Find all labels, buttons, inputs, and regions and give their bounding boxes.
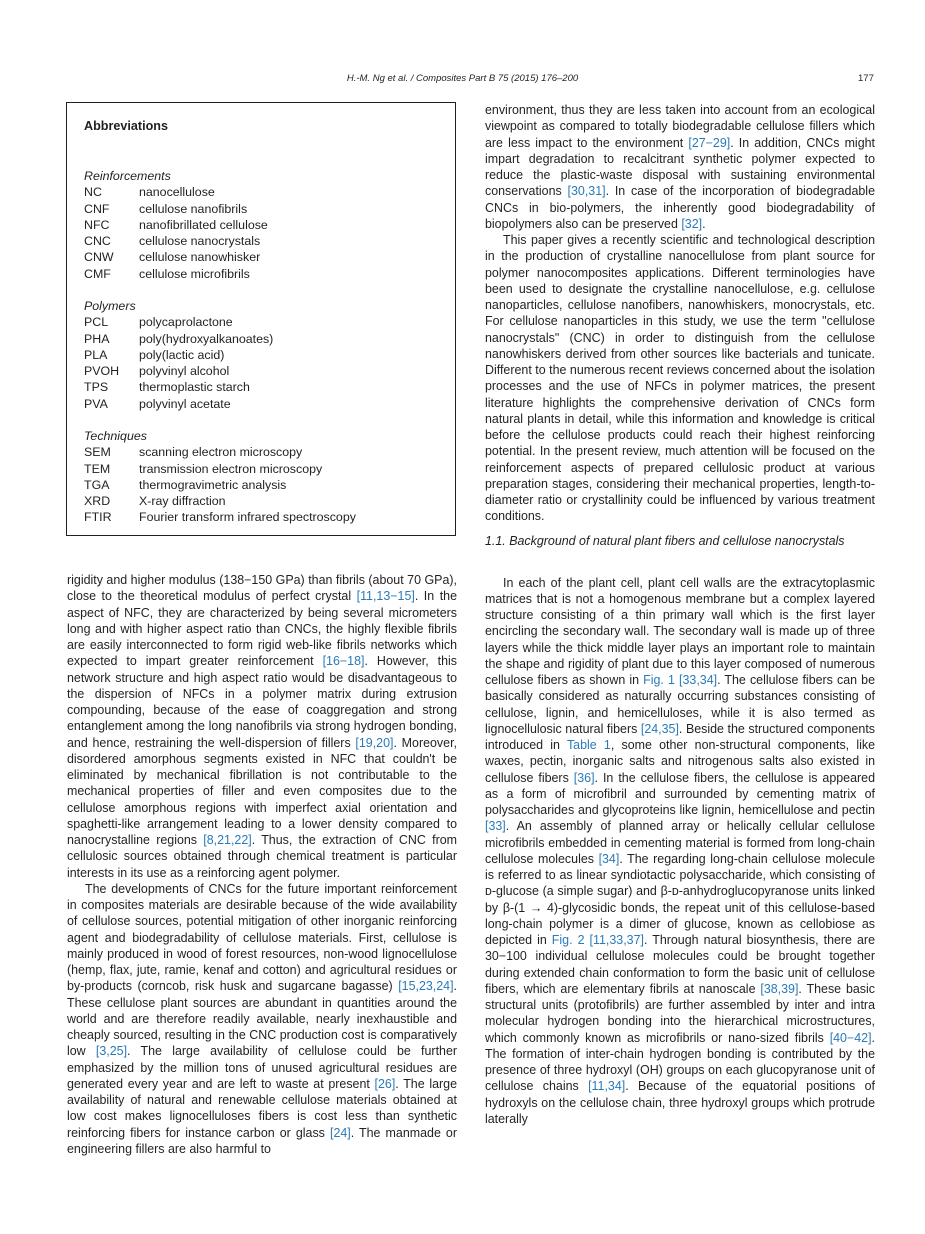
abbreviation-key: CNC (84, 234, 111, 249)
body-text: . Because of the equatorial positions of hydroxyls on the cellulose chain, three hydroxyl groups which protrude laterally (485, 1079, 875, 1126)
citation-link[interactable]: [40−42] (829, 1030, 872, 1045)
abbreviation-value: nanocellulose (139, 185, 215, 200)
citation-link[interactable]: [27−29] (688, 135, 731, 150)
abbreviation-row (84, 266, 444, 282)
citation-link[interactable]: [16−18] (322, 654, 365, 669)
abbreviation-row (84, 444, 444, 460)
abbreviation-group-title: Reinforcements (84, 169, 171, 183)
abbreviation-group-title: Techniques (84, 429, 147, 443)
body-text: rigidity and higher modulus (138−150 GPa) than fibrils (about 70 GPa), close to the theoretical modulus of perfect crystal (67, 573, 457, 604)
citation-link[interactable]: [36] (573, 770, 595, 785)
abbreviation-key: PHA (84, 331, 110, 346)
citation-link[interactable]: [30,31] (567, 184, 606, 199)
abbreviation-key: TGA (84, 477, 110, 492)
abbreviation-row (84, 493, 444, 509)
abbreviation-row (84, 396, 444, 412)
abbreviation-key: CNW (84, 250, 114, 265)
abbreviation-value: poly(hydroxyalkanoates) (139, 331, 274, 346)
citation-link[interactable]: [34] (598, 851, 620, 866)
citation-link[interactable]: [19,20] (355, 735, 394, 750)
citation-link[interactable]: [32] (681, 216, 703, 231)
abbreviation-row (84, 461, 444, 477)
body-text: . These cellulose plant sources are abundant in quantities around the world and are therefore readily available, nearly inexhaustible and cheaply sourced, resulting in the CNC production cost is comparatively low (67, 979, 457, 1059)
abbreviation-value: cellulose nanocrystals (139, 234, 261, 249)
body-paragraph (485, 575, 875, 1128)
abbreviation-value: cellulose nanowhisker (139, 250, 261, 265)
citation-link[interactable]: [11,34] (588, 1079, 626, 1094)
citation-link[interactable]: [24] (329, 1125, 351, 1140)
section-heading: 1.1. Background of natural plant fibers and cellulose nanocrystals (485, 533, 845, 548)
citation-link[interactable]: [11,13−15] (356, 589, 415, 604)
abbreviation-value: polyvinyl alcohol (139, 364, 230, 379)
abbreviation-value: transmission electron microscopy (139, 461, 323, 476)
body-text: . The manmade or engineering fillers are also harmful to (67, 1125, 457, 1156)
abbreviation-group (84, 428, 444, 526)
right-column (485, 102, 875, 1127)
abbreviation-key: PLA (84, 347, 108, 362)
abbreviation-key: SEM (84, 445, 111, 460)
left-column (67, 572, 457, 1157)
body-text: environment, thus they are less taken into account from an ecological viewpoint as compared to totally biodegradable cellulose fillers which are less impact to the environment (485, 103, 875, 150)
body-text: This paper gives a recently scientific and technological description in the production of crystalline nanocellulose from plant source for polymer nanocomposites applications. Different terminologies have been used to designate the crystalline nanocellulose, e.g. cellulose nanoparticles, cellulose nanofibers, nanowhiskers, monocrystals, etc. For cellulose nanoparticles in this study, we use the term "cellulose nanocrystals" (CNC) in order to distinguish from the cellulose nanowhiskers derived from other sources like bacterials and tunicate. Different to the numerous recent reviews concerned about the isolation processes and the use of NFCs in polymer matrices, the present literature highlights the comprehensive derivation of CNCs form natural plants in detail, while this information and knowledge is critical before the cellulose products could reach their highest reinforcing potential. In the present review, much attention will be focused on the reinforcement aspects of prepared cellulosic product at various preparation stages, considering their mechanical properties, length-to-diameter ratio or crystallinity could be influenced by various treatment conditions. (485, 233, 875, 524)
citation-link[interactable]: Table 1 (566, 738, 611, 752)
abbreviation-row (84, 331, 444, 347)
body-text: . In the aspect of NFC, they are characterized by being several micrometers long and with higher aspect ratio than CNCs, the highly flexible fibrils are easily interconnected to form rigid web-like fibrils networks which expected to impart greater reinforcement (67, 589, 457, 669)
abbreviation-key: NFC (84, 217, 110, 232)
body-text: . Moreover, disordered amorphous segments existed in NFC that couldn't be eliminated by mechanical fibrillation is not contributable to the mechanical properties of filler and even composites due to the cellulose amorphous regions with imperfect axial orientation and spaghetti-like arrangement leading to a lower density compared to nanocrystalline regions (67, 735, 457, 847)
citation-link[interactable]: [8,21,22] (203, 833, 252, 847)
body-paragraph (485, 102, 875, 232)
citation-link[interactable]: [38,39] (760, 981, 799, 996)
abbreviation-row (84, 233, 444, 249)
abbreviation-value: X-ray diffraction (139, 494, 226, 509)
body-text: , some other non-structural components, like waxes, pectin, inorganic salts and nitrogenous salts also existed in cellulose fibers (485, 738, 875, 785)
abbreviation-value: cellulose microfibrils (139, 266, 250, 281)
abbreviation-value: scanning electron microscopy (139, 445, 303, 460)
abbreviation-key: PVA (84, 396, 108, 411)
abbreviations-box (66, 102, 456, 536)
abbreviation-key: FTIR (84, 510, 112, 525)
body-text: . In the cellulose fibers, the cellulose is appeared as a form of microfibril and surrounded by cementing matrix of polysaccharides and glycoproteins like lignin, hemicellulose and pectin (485, 770, 875, 817)
abbreviation-row (84, 314, 444, 330)
abbreviation-group (84, 298, 444, 412)
abbreviation-group-title: Polymers (84, 299, 136, 313)
body-text: . The formation of inter-chain hydrogen bonding is contributed by the presence of three hydroxyl (OH) groups on each glucopyranose unit of cellulose chains (485, 1030, 875, 1094)
body-text: . The regarding long-chain cellulose molecule is referred to as linear syndiotactic polysaccharide, which consisting of ᴅ-glucose (a simple sugar) and β-ᴅ-anhydroglucopyranose units linked by β-(1 → 4)-glycosidic bonds, the repeat unit of this cellulose-based long-chain polymer is a dimer of glucose, known as cellobiose as depicted in (485, 851, 875, 947)
citation-link[interactable]: [3,25] (95, 1044, 128, 1059)
body-paragraph (67, 572, 457, 881)
body-text: . In case of the incorporation of biodegradable CNCs in bio-polymers, the inherently good biodegradability of biopolymers also can be preserved (485, 184, 875, 231)
body-paragraph (485, 232, 875, 525)
citation-link[interactable]: Fig. 2 [11,33,37] (551, 933, 644, 947)
abbreviation-row (84, 201, 444, 217)
body-text: . Beside the structured components introduced in (485, 721, 875, 752)
body-text: . Thus, the extraction of CNC from cellulosic sources obtained through chemical treatment is particular interests in its use as a reinforcing agent polymer. (67, 833, 457, 880)
body-text: . (702, 216, 706, 231)
abbreviation-value: cellulose nanofibrils (139, 201, 248, 216)
abbreviation-key: TPS (84, 380, 109, 395)
abbreviation-row (84, 249, 444, 265)
body-text: . The large availability of natural and renewable cellulose materials obtained at low cost makes lignocelluloses fibers is cost less than synthetic reinforcing fibers for instance carbon or glass (67, 1076, 457, 1140)
citation-link[interactable]: [26] (374, 1076, 396, 1091)
abbreviation-key: XRD (84, 494, 111, 509)
abbreviation-row (84, 363, 444, 379)
abbreviation-row (84, 509, 444, 525)
citation-link[interactable]: [33] (485, 819, 506, 834)
abbreviation-group (84, 168, 444, 282)
citation-link[interactable]: [24,35] (640, 721, 679, 736)
body-text: . The large availability of cellulose could be further emphasized by the million tons of unused agricultural residues are generated every year and are left to waste at present (67, 1044, 458, 1091)
body-text: . An assembly of planned array or helically cellular cellulose microfibrils embedded in cementing material is formed from long-chain cellulose molecules (485, 819, 875, 866)
body-text: The developments of CNCs for the future important reinforcement in composites materials are desirable because of the wide availability of cellulose sources, potential mitigation of other inorganic reinforcing agent and biodegradability of cellulose materials. First, cellulose is mainly produced in wood of forest resources, non-wood lignocellulose (hemp, flax, jute, ramie, kenaf and cotton) and agricultural residues or by-products (corncob, risk husk and sugarcane bagasse) (67, 881, 457, 994)
abbreviation-row (84, 477, 444, 493)
abbreviation-value: thermoplastic starch (139, 380, 250, 395)
abbreviation-value: Fourier transform infrared spectroscopy (139, 510, 356, 525)
abbreviation-row (84, 379, 444, 395)
body-text: . In addition, CNCs might impart degradation to recalcitrant synthetic polymer expected to reduce the plastic-waste disposal with sustaining environmental conservations (485, 135, 875, 199)
abbreviation-key: PCL (84, 315, 109, 330)
citation-link[interactable]: [15,23,24] (398, 979, 454, 994)
abbreviation-key: NC (84, 185, 102, 200)
abbreviations-title: Abbreviations (84, 119, 168, 133)
abbreviation-key: PVOH (84, 364, 120, 379)
abbreviation-value: poly(lactic acid) (139, 347, 225, 362)
running-head: H.-M. Ng et al. / Composites Part B 75 (2015) 176–200 (346, 73, 579, 84)
body-paragraph (67, 881, 457, 1157)
abbreviation-key: TEM (84, 461, 111, 476)
body-text: . Through natural biosynthesis, there are 30−100 individual cellulose molecules could be brought together during extended chain conformation to form the basic unit of cellulose fibers, which are elementary fibrils at nanoscale (485, 933, 875, 996)
abbreviation-row (84, 347, 444, 363)
abbreviation-value: polycaprolactone (139, 315, 233, 330)
abbreviation-row (84, 217, 444, 233)
abbreviation-row (84, 184, 444, 200)
abbreviation-value: thermogravimetric analysis (139, 477, 287, 492)
body-text: . The cellulose fibers can be basically considered as naturally occurring substances consisting of cellulose, lignin, and hemicelluloses, while it is also termed as lignocellulosic natural fibers (485, 673, 876, 736)
citation-link[interactable]: Fig. 1 [33,34] (643, 673, 718, 687)
abbreviation-key: CMF (84, 266, 111, 281)
abbreviation-value: polyvinyl acetate (139, 396, 231, 411)
abbreviation-key: CNF (84, 201, 110, 216)
body-text: In each of the plant cell, plant cell walls are the extracytoplasmic matrices that is not a homogenous membrane but a complex layered structure consisting of a thin primary wall which is the first layer encircling the secondary wall. The secondary wall is made up of three layers while the thick middle layer plays an important role to maintain the shape and rigidity of plant due to this layer composed of numerous cellulose fibers as shown in (485, 575, 875, 687)
body-text: . These basic structural units (protofibrils) are further assembled by inter and intra molecular hydrogen bonding into the hierarchical microstructures, which commonly known as microfibrils or nano-sized fibrils (485, 981, 875, 1045)
page-number: 177 (858, 73, 874, 84)
abbreviation-value: nanofibrillated cellulose (139, 217, 268, 232)
body-text: . However, this network structure and high aspect ratio would be disadvantageous to the dispersion of NFCs in a polymer matrix during extrusion compounding, because of the ease of coaggregation and strong entanglement among the long nanofibrils via strong hydrogen bonding, and hence, restraining the well-dispersion of fillers (67, 654, 457, 750)
